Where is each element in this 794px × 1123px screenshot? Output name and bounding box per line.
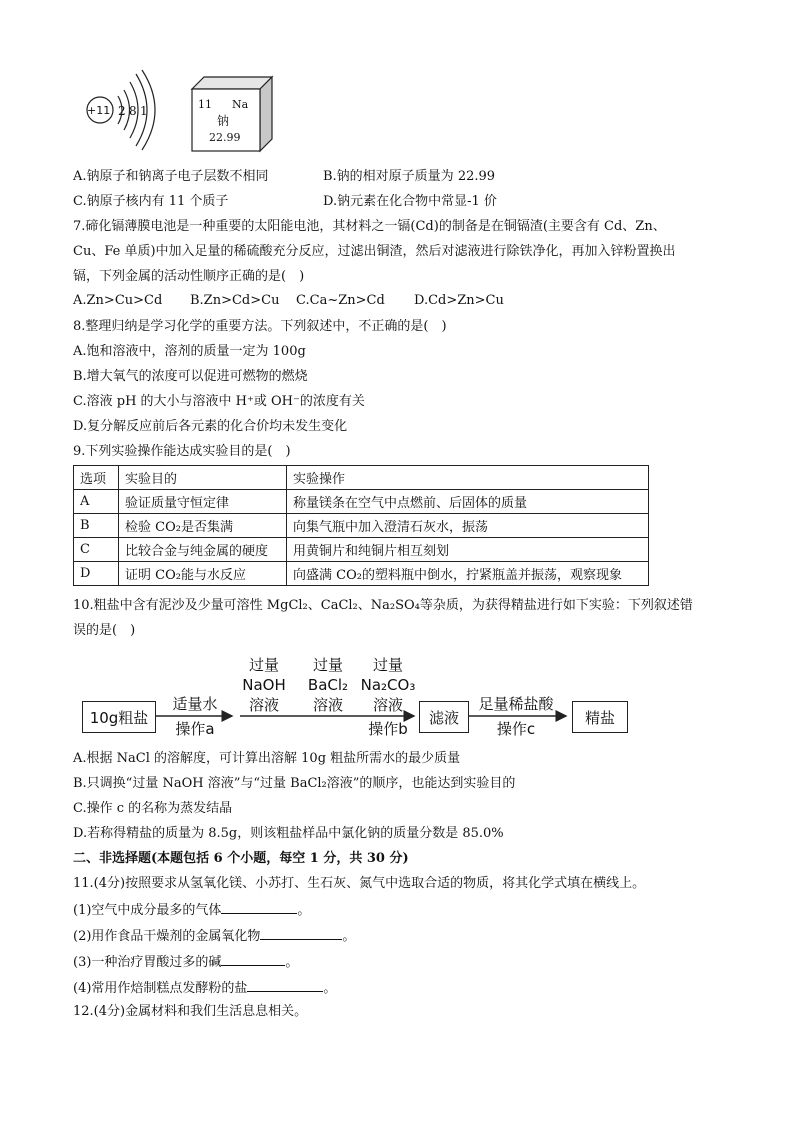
q10-stem-line2: 误的是( ) (73, 623, 136, 638)
q7-option-d: D.Cd>Zn>Cu (414, 293, 504, 308)
table-cell: 证明 CO₂能与水反应 (119, 562, 287, 586)
table-cell: 检验 CO₂是否集满 (119, 514, 287, 538)
q11-item-2-end: 。 (342, 929, 356, 944)
flow-step1-operation: 操作a (175, 720, 215, 738)
q11-item-2 (73, 926, 355, 946)
q11-item-4-text: (4)常用作焙制糕点发酵粉的盐 (73, 981, 248, 996)
q11-item-1 (73, 900, 310, 920)
flow-refined-salt-box: 精盐 (572, 701, 628, 733)
q11-item-2-text: (2)用作食品干燥剂的金属氧化物 (73, 929, 261, 944)
q11-answer-blank-1[interactable] (221, 900, 297, 914)
q8-option-c: C.溶液 pH 的大小与溶液中 H⁺或 OH⁻的浓度有关 (73, 394, 365, 409)
table-header-cell: 实验目的 (119, 466, 287, 490)
q12-stem: 12.(4分)金属材料和我们生活息息相关。 (73, 1004, 308, 1019)
q11-answer-blank-4[interactable] (247, 978, 323, 992)
q7-stem-line2: Cu、Fe 单质)中加入足量的稀硫酸充分反应，过滤出铜渣，然后对滤液进行除铁净化，再加入锌粉置换出 (73, 244, 676, 259)
q6-option-a: A.钠原子和钠离子电子层数不相同 (73, 169, 269, 184)
flow-reagent2-line1: 过量 (312, 656, 343, 674)
q8-option-d: D.复分解反应前后各元素的化合价均未发生变化 (73, 419, 348, 434)
table-cell: 向盛满 CO₂的塑料瓶中倒水，拧紧瓶盖并振荡，观察现象 (287, 562, 649, 586)
atom-shell-3-count: 1 (140, 104, 148, 118)
q8-stem: 8.整理归纳是学习化学的重要方法。下列叙述中，不正确的是( ) (73, 319, 447, 334)
q7-option-c: C.Ca~Zn>Cd (296, 293, 385, 308)
flow-reagent1-line2: NaOH (242, 676, 286, 694)
element-symbol: Na (232, 98, 249, 111)
q6-option-d: D.钠元素在化合物中常显-1 价 (323, 194, 497, 209)
flow-reagent3-line3: 溶液 (372, 696, 403, 714)
q10-option-d: D.若称得精盐的质量为 8.5g，则该粗盐样品中氯化钠的质量分数是 85.0% (73, 826, 504, 841)
flow-crude-salt-box: 10g粗盐 (82, 701, 156, 733)
element-atomic-number: 11 (198, 98, 212, 111)
table-cell: D (74, 562, 119, 586)
flow-reagent2-line2: BaCl₂ (307, 676, 349, 694)
table-cell: 用黄铜片和纯铜片相互刻划 (287, 538, 649, 562)
section-2-title: 二、非选择题(本题包括 6 个小题，每空 1 分，共 30 分) (73, 851, 409, 866)
q7-option-b: B.Zn>Cd>Cu (190, 293, 280, 308)
table-cell: B (74, 514, 119, 538)
q11-answer-blank-2[interactable] (260, 926, 342, 940)
flow-step3-operation: 操作c (496, 720, 536, 738)
table-cell: C (74, 538, 119, 562)
table-header-cell: 实验操作 (287, 466, 649, 490)
q10-option-c: C.操作 c 的名称为蒸发结晶 (73, 801, 233, 816)
flow-step1-reagent: 适量水 (172, 695, 218, 713)
q10-stem-line1: 10.粗盐中含有泥沙及少量可溶性 MgCl₂、CaCl₂、Na₂SO₄等杂质，为获得精盐进行如下实验：下列叙述错 (73, 598, 693, 613)
flow-filtrate-box: 滤液 (419, 701, 469, 733)
q11-item-4-end: 。 (323, 981, 337, 996)
q10-option-a: A.根据 NaCl 的溶解度，可计算出溶解 10g 粗盐所需水的最少质量 (73, 751, 461, 766)
flow-reagent1-line3: 溶液 (248, 696, 279, 714)
table-cell: 称量镁条在空气中点燃前、后固体的质量 (287, 490, 649, 514)
q6-option-b: B.钠的相对原子质量为 22.99 (323, 169, 496, 184)
flow-step2-operation: 操作b (368, 720, 408, 738)
table-cell: 向集气瓶中加入澄清石灰水，振荡 (287, 514, 649, 538)
table-cell: A (74, 490, 119, 514)
q7-option-a: A.Zn>Cu>Cd (73, 293, 163, 308)
q11-item-3 (73, 952, 298, 972)
element-atomic-mass: 22.99 (209, 131, 241, 144)
q11-item-1-text: (1)空气中成分最多的气体 (73, 903, 222, 918)
atom-nucleus-charge: +11 (87, 104, 111, 117)
flow-reagent1-line1: 过量 (248, 656, 279, 674)
q11-item-3-end: 。 (285, 955, 299, 970)
q11-item-3-text: (3)一种治疗胃酸过多的碱 (73, 955, 222, 970)
q8-option-a: A.饱和溶液中，溶剂的质量一定为 100g (73, 344, 306, 359)
q8-option-b: B.增大氧气的浓度可以促进可燃物的燃烧 (73, 369, 308, 384)
q6-option-c: C.钠原子核内有 11 个质子 (73, 194, 229, 209)
element-name: 钠 (217, 114, 230, 128)
table-header-cell: 选项 (74, 466, 119, 490)
flow-step3-reagent: 足量稀盐酸 (478, 695, 554, 713)
q11-stem: 11.(4分)按照要求从氢氧化镁、小苏打、生石灰、氮气中选取合适的物质，将其化学式填在横线上。 (73, 876, 646, 891)
table-cell: 比较合金与纯金属的硬度 (119, 538, 287, 562)
q9-stem: 9.下列实验操作能达成实验目的是( ) (73, 444, 291, 459)
flow-reagent3-line2: Na₂CO₃ (360, 676, 416, 694)
q11-item-4 (73, 978, 336, 998)
q7-stem-line1: 7.碲化镉薄膜电池是一种重要的太阳能电池，其材料之一镉(Cd)的制备是在铜镉渣(主要含有 Cd、Zn、 (73, 219, 666, 234)
atom-shell-1-count: 2 (118, 104, 126, 118)
atom-shell-2-count: 8 (129, 104, 137, 118)
flow-reagent3-line1: 过量 (372, 656, 403, 674)
q10-option-b: B.只调换“过量 NaOH 溶液”与“过量 BaCl₂溶液”的顺序，也能达到实验目的 (73, 776, 516, 791)
flow-reagent2-line3: 溶液 (312, 696, 343, 714)
table-cell: 验证质量守恒定律 (119, 490, 287, 514)
q11-item-1-end: 。 (297, 903, 311, 918)
q11-answer-blank-3[interactable] (221, 952, 285, 966)
q7-stem-line3: 镉，下列金属的活动性顺序正确的是( ) (73, 269, 305, 284)
